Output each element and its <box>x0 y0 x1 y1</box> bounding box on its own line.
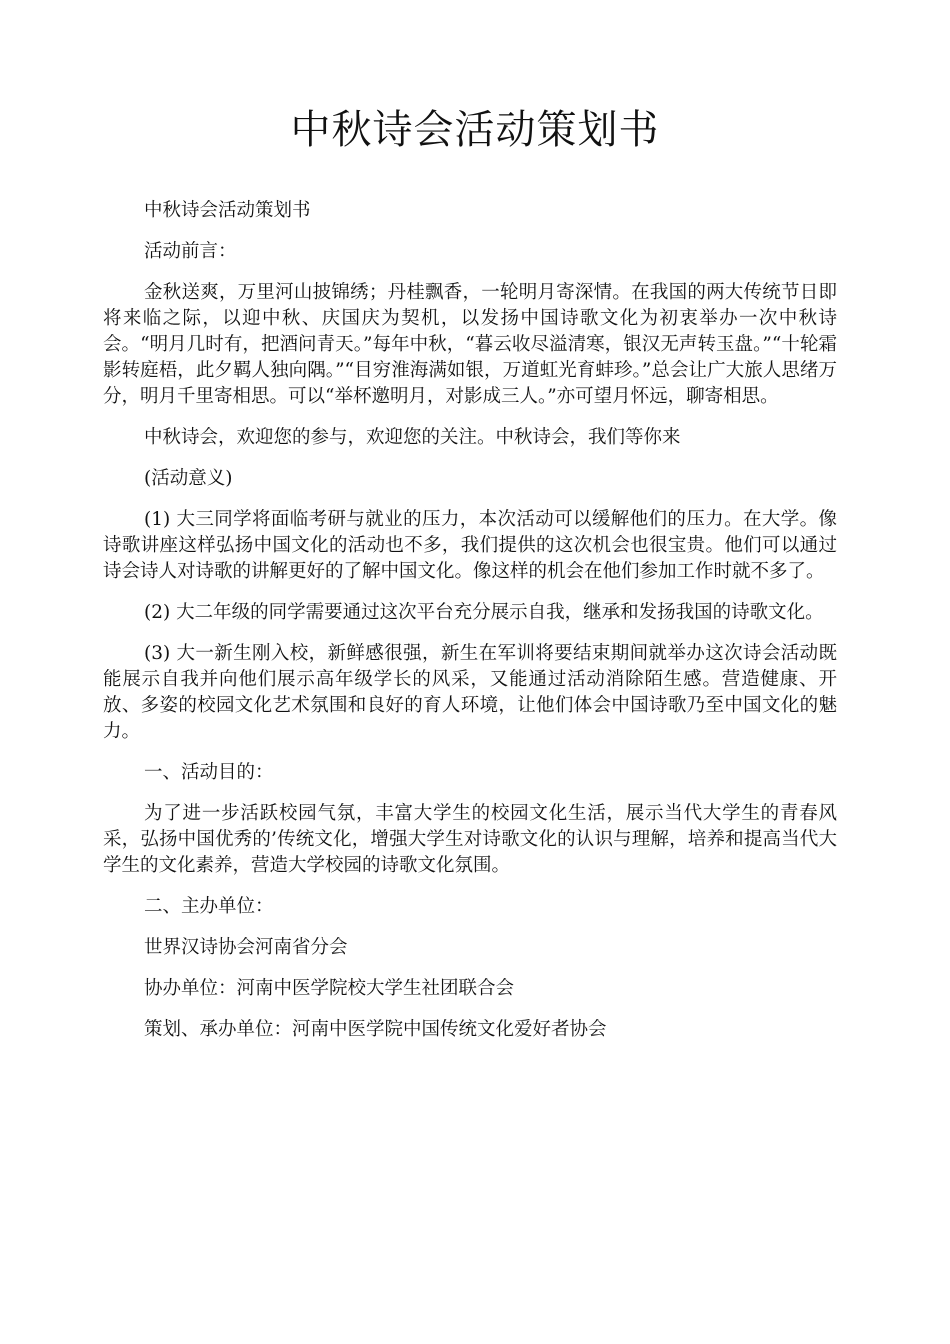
document-title: 中秋诗会活动策划书 <box>290 107 660 153</box>
paragraph-subtitle: 中秋诗会活动策划书 <box>144 200 311 221</box>
paragraph-organizer: 世界汉诗协会河南省分会 <box>144 937 348 958</box>
paragraph-significance-1: (1) 大三同学将面临考研与就业的压力，本次活动可以缓解他们的压力。在大学。像诗歌讲座这样弘扬中国文化的活动也不多，我们提供的这次机会也很宝贵。他们可以通过诗会诗人对诗歌的讲解更好的了解中国文化。像这样的机会在他们参加工作时就不多了。 <box>103 509 837 582</box>
paragraph-purpose: 为了进一步活跃校园气氛，丰富大学生的校园文化生活，展示当代大学生的青春风采，弘扬中国优秀的’传统文化，增强大学生对诗歌文化的认识与理解，培养和提高当代大学生的文化素养，营造大学校园的诗歌文化氛围。 <box>103 803 837 876</box>
paragraph-organizer-heading: 二、主办单位： <box>144 896 274 917</box>
paragraph-planner: 策划、承办单位：河南中医学院中国传统文化爱好者协会 <box>144 1019 607 1040</box>
paragraph-welcome: 中秋诗会，欢迎您的参与，欢迎您的关注。中秋诗会，我们等你来 <box>144 427 681 448</box>
paragraph-preface-heading: 活动前言： <box>144 241 237 262</box>
paragraph-significance-3: (3) 大一新生刚入校，新鲜感很强，新生在军训将要结束期间就举办这次诗会活动既能展示自我并向他们展示高年级学长的风采，又能通过活动消除陌生感。营造健康、开放、多姿的校园文化艺术氛围和良好的育人环境，让他们体会中国诗歌乃至中国文化的魅力。 <box>103 643 837 742</box>
paragraph-co-organizer: 协办单位：河南中医学院校大学生社团联合会 <box>144 978 515 999</box>
paragraph-purpose-heading: 一、活动目的： <box>144 762 274 783</box>
paragraph-preface: 金秋送爽，万里河山披锦绣；丹桂飘香，一轮明月寄深情。在我国的两大传统节日即将来临之际，以迎中秋、庆国庆为契机，以发扬中国诗歌文化为初衷举办一次中秋诗会。“明月几时有，把酒问青天。”每年中秋，“暮云收尽溢清寒，银汉无声转玉盘。”“十轮霜影转庭梧，此夕羁人独向隅。”“目穷淮海满如银，万道虹光育蚌珍。”总会让广大旅人思绪万分，明月千里寄相思。可以“举杯邀明月，对影成三人。”亦可望月怀远，聊寄相思。 <box>103 282 837 407</box>
document-body <box>103 198 837 1058</box>
paragraph-significance-2: (2) 大二年级的同学需要通过这次平台充分展示自我，继承和发扬我国的诗歌文化。 <box>144 602 824 623</box>
paragraph-significance-heading: (活动意义) <box>144 468 233 489</box>
